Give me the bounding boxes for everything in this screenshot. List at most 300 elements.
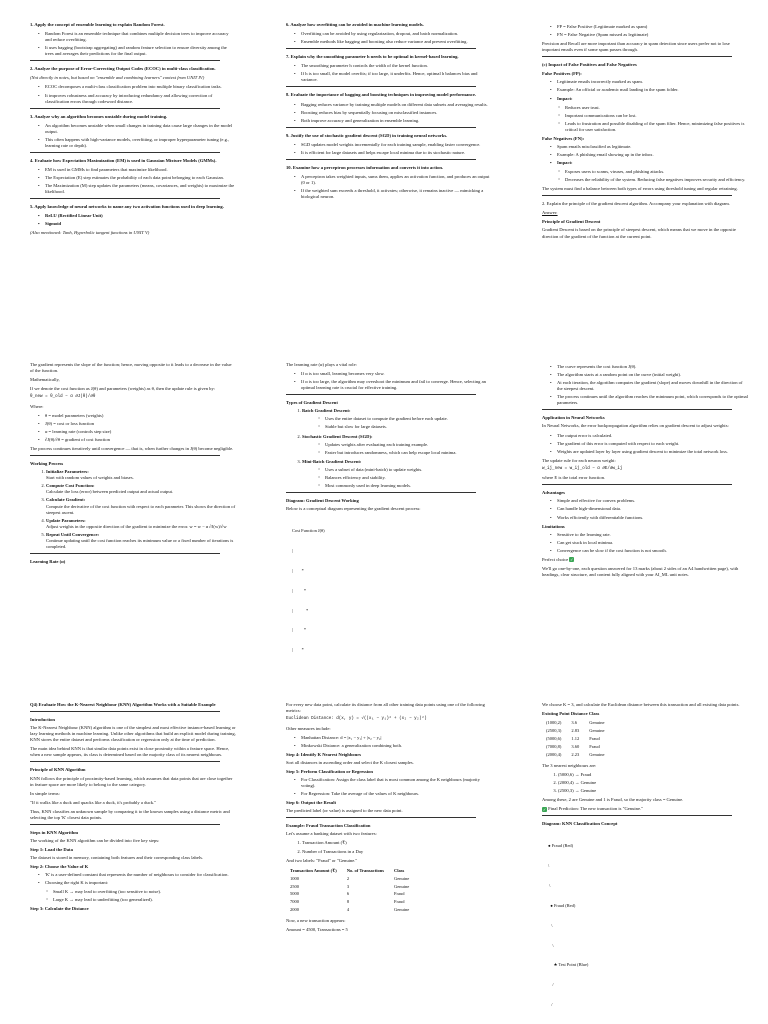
divider (542, 484, 732, 485)
table-row (546, 743, 615, 751)
table-cell: 7000 (290, 899, 299, 905)
question-heading: Q4) Evaluate How the K-Nearest Neighbour (KNN) Algorithm Works with a Suitable Example (30, 702, 216, 707)
list-item: ○ Uses a subset of data (mini-batch) to update weights. (318, 467, 492, 473)
note: (Also mentioned: Tanh, Hyperbolic tangent functions in UNIT V) (30, 230, 150, 236)
list-item: • At each iteration, the algorithm computes the gradient (slope) and moves downhill in the direction of the steepest descent. (550, 380, 748, 392)
section-heading: Learning Rate (α) (30, 558, 66, 564)
diagram-line: | * (292, 587, 307, 593)
list-item: ○ Large K → may lead to underfitting (too generalized). (46, 897, 236, 903)
paragraph: Let's assume a banking dataset with two features: (286, 831, 377, 837)
type-title: Batch Gradient Descent: (302, 408, 351, 414)
list-item: • Legitimate emails incorrectly marked as spam. (550, 79, 748, 85)
paragraph: The update rule for each neuron weight: (542, 457, 616, 463)
step-heading: Step 3: Calculate the Distance (30, 906, 89, 912)
step-heading: Step 4: Identify K Nearest Neighbours (286, 751, 362, 757)
page-1-1 (0, 22, 256, 322)
page-3-2 (256, 702, 512, 1020)
list-item: ○ Small K → may lead to overfitting (too sensitive to noise). (46, 889, 236, 895)
section-heading: Principle of Gradient Descent (542, 219, 601, 225)
paragraph: Sort all distances in ascending order and select the K closest samples. (286, 759, 414, 765)
fp-impact-list (558, 105, 748, 133)
diagram-line: / (548, 1002, 553, 1008)
table-cell: 8 (346, 899, 350, 905)
page-1-3 (512, 22, 768, 322)
section-heading: (c) Impact of False Positives and False Negatives (542, 62, 637, 68)
step-title: Repeat Until Convergence: (46, 531, 100, 537)
limitations-list (550, 532, 748, 554)
list-item: ○ Faster but introduces randomness, which can help escape local minima. (318, 450, 492, 456)
paragraph: Thus, KNN classifies an unknown sample by comparing it to the known samples using a distance metric and selecting the top 'K' closest data points. (30, 808, 230, 820)
final-text: Final Prediction: The new transaction is "Genuine." (548, 806, 644, 812)
question-10-list (294, 174, 492, 200)
list-item (302, 434, 492, 456)
question-4: 4. Evaluate how Expectation Maximization (EM) is used in Gaussian Mixture Models (GMMs). (30, 157, 217, 163)
section-heading: Introduction (30, 717, 55, 723)
list-item (46, 532, 236, 550)
step-desc: Continue updating until the cost function reaches its minimum value or a fixed number of iterations is completed. (46, 537, 234, 549)
divider (30, 198, 220, 199)
question-4-list (38, 167, 236, 195)
question-8-list (294, 102, 492, 124)
explanation-list (550, 364, 748, 406)
table-row (546, 751, 615, 759)
diagram-line: Cost Function J(θ) (292, 528, 325, 534)
table-row (546, 719, 615, 727)
divider (286, 48, 476, 49)
answer-label (542, 210, 748, 216)
where-list (38, 413, 236, 443)
k-list (38, 872, 236, 886)
list-item: ○ Updates weights after evaluating each training example. (318, 442, 492, 448)
check-icon: ✓ (542, 806, 547, 812)
paragraph: where E is the total error function. (542, 475, 606, 481)
diagram-line: \ (548, 922, 553, 928)
page-2-2 (256, 362, 512, 662)
k-sub-list (46, 889, 236, 903)
divider (286, 127, 476, 128)
sub-list (318, 442, 492, 456)
list-item: • If the weighted sum exceeds a threshold, it activates; otherwise, it remains inactive — mimicking a biological neuron. (294, 188, 492, 200)
list-item: ○ Reduces user trust. (558, 105, 748, 111)
list-item: • Convergence can be slow if the cost function is not smooth. (550, 548, 748, 554)
list-item (302, 459, 492, 489)
sub-list (318, 416, 492, 430)
list-item: 3. (2500,3) → Genuine (558, 788, 748, 794)
page-row-1 (0, 22, 768, 322)
list-item (302, 408, 492, 430)
paragraph: In Neural Networks, the error backpropagation algorithm relies on gradient descent to adjust weights: (542, 423, 729, 429)
step-title: Calculate Gradient: (46, 497, 86, 503)
list-item: • Overfitting can be avoided by using regularization, dropout, and batch normalization. (294, 31, 492, 37)
column-header: No. of Transactions (346, 867, 385, 873)
list-item: • Impact: (550, 160, 748, 166)
list-item: ○ Leads to frustration and possible disabling of the spam filter. Hence, minimizing false positives is critical for user satisfaction. (558, 121, 748, 133)
list-item: • ReLU (Rectified Linear Unit) (38, 213, 236, 219)
list-item: • Choosing the right K is important: (38, 880, 236, 886)
nn-list (550, 433, 748, 455)
list-item: • Example: An official or academic mail landing in the spam folder. (550, 87, 748, 93)
answer-label-text: Answer: (542, 210, 558, 216)
table-cell: (1000,2) (546, 720, 562, 726)
list-item: ○ Exposes users to scams, viruses, and phishing attacks. (558, 169, 748, 175)
list-item: • It uses bagging (bootstrap aggregating) and random feature selection to ensure diversity among the trees and averages their predictions for the final output. (38, 45, 236, 57)
diagram-line: | * (292, 567, 304, 573)
table-cell: Genuine (589, 720, 605, 726)
list-item: ○ Decreases the reliability of the system. Reducing false negatives improves security and efficiency. (558, 177, 748, 183)
question-1: 1. Apply the concept of ensemble learning to explain Random Forest. (30, 22, 165, 27)
advantages-list (550, 498, 748, 520)
list-item (46, 483, 236, 495)
list-item: • It improves robustness and accuracy by introducing redundancy and allowing correction of classification errors through codeword distance. (38, 93, 236, 105)
paragraph: The system must find a balance between both types of errors using threshold tuning and regular retraining. (542, 186, 738, 192)
transactions-table (290, 867, 419, 915)
list-item: • Impact: (550, 96, 748, 102)
quote: "If it walks like a duck and quacks like a duck, it's probably a duck." (30, 799, 157, 805)
diagram-line: / (548, 982, 554, 988)
formula: Euclidean Distance: d(x, y) = √((x₁ − y₁)² + (x₂ − y₂)²) (286, 717, 427, 722)
type-title: Mini-Batch Gradient Descent: (302, 458, 362, 464)
list-item: ○ Stable but slow for large datasets. (318, 424, 492, 430)
subheading: False Negatives (FN): (542, 135, 585, 141)
list-item: • Sigmoid (38, 221, 236, 227)
metrics-list (294, 735, 492, 749)
list-item: 2. (2000,4) → Genuine (558, 780, 748, 786)
paragraph: The 3 nearest neighbours are: (542, 762, 597, 768)
question-7: 7. Explain why the smoothing parameter h needs to be optimal in kernel-based learning. (286, 54, 459, 60)
divider (30, 152, 220, 153)
table-cell: Genuine (589, 751, 605, 757)
fn-list (550, 144, 748, 166)
divider (542, 56, 732, 57)
section-heading: Advantages (542, 490, 565, 496)
table-cell: 5000 (290, 891, 299, 897)
list-item: • The gradient of this error is computed with respect to each weight. (550, 441, 748, 447)
paragraph: And two labels: "Fraud" or "Genuine." (286, 857, 358, 863)
paragraph: The gradient represents the slope of the function; hence, moving opposite to it leads to a decrease in the value of the function. (30, 362, 232, 374)
paragraph: KNN follows the principle of proximity-based learning, which assumes that data points that are close together in feature space are more likely to belong to the same category. (30, 775, 233, 787)
step-heading: Step 6: Output the Result (286, 800, 337, 806)
formula: θ_new = θ_old − α ∂J(θ)/∂θ (30, 395, 96, 400)
table-cell: 2 (346, 875, 350, 881)
section-heading: Application in Neural Networks (542, 415, 605, 421)
question-2: 2. Analyze the purpose of Error-Correcting Output Codes (ECOC) in multi-class classification. (30, 66, 216, 72)
diagram-line: | * (292, 647, 304, 653)
question-6-list (294, 31, 492, 45)
divider (30, 761, 220, 762)
list-item: • FN = False Negative (Spam missed as legitimate) (550, 32, 748, 38)
table-cell: 1.12 (571, 736, 580, 741)
list-item: • An algorithm becomes unstable when small changes in training data cause large changes in the model output. (38, 123, 236, 135)
note: (Not directly in notes, but based on "ensemble and combining learners" context from UNIT IV) (30, 75, 205, 81)
list-item: • Spam emails misclassified as legitimate. (550, 144, 748, 150)
step-desc: Compute the derivative of the cost function with respect to each parameter. This shows the direction of steepest ascent. (46, 503, 236, 515)
list-item: ○ Most commonly used in deep learning models. (318, 483, 492, 489)
divider (30, 108, 220, 109)
table-row (290, 898, 419, 906)
table-cell: (5000,6) (546, 736, 562, 741)
diagram-line: ● Fraud (Red) (548, 902, 576, 908)
table-cell: 2.23 (571, 751, 580, 757)
step-desc: Adjust weights in the opposite direction of the gradient to minimize the error. w = w − α ∂J(w)/∂w (46, 523, 227, 529)
divider (286, 86, 476, 87)
paragraph: The learning rate (α) plays a vital role: (286, 362, 357, 367)
paragraph: The process continues iteratively until convergence — that is, when further changes in J(θ) become negligible. (30, 446, 234, 452)
gradient-descent-diagram (292, 515, 492, 662)
list-item: • ECOC decomposes a multi-class classification problem into multiple binary classification tasks. (38, 84, 236, 90)
column-header: Transaction Amount (₹) (290, 867, 337, 873)
lr-list (294, 371, 492, 391)
paragraph: The predicted label (or value) is assigned to the new data point. (286, 808, 403, 814)
list-item: • Boosting reduces bias by sequentially focusing on misclassified instances. (294, 110, 492, 116)
table-cell: 3.60 (571, 743, 580, 749)
step-title: Compute Cost Function: (46, 483, 95, 489)
list-item: • Works efficiently with differentiable functions. (550, 515, 748, 521)
list-item (46, 497, 236, 515)
page-row-2 (0, 362, 768, 662)
list-item: ○ Important communications can be lost. (558, 113, 748, 119)
divider (30, 553, 220, 554)
nearest-list (552, 772, 748, 794)
list-item: • J(θ) = cost or loss function (38, 421, 236, 427)
knn-diagram (548, 830, 748, 1020)
table-cell: Genuine (589, 728, 605, 734)
question-2-list (38, 84, 236, 104)
list-item: • It is efficient for large datasets and helps escape local minima due to its stochastic nature. (294, 150, 492, 156)
list-item: • If α is too small, learning becomes very slow. (294, 371, 492, 377)
paragraph: We'll go one-by-one, each question answered for 13 marks (about 2 sides of an A4 handwritten page), with headings, clear structure, and content fully aligned with your AI_ML unit notes. (542, 565, 739, 577)
list-item: • The Expectation (E) step estimates the probability of each data point belonging to each Gaussian. (38, 175, 236, 181)
divider (286, 492, 476, 493)
list-item: • If h is too small, the model overfits; if too large, it underfits. Hence, optimal h balances bias and variance. (294, 71, 492, 83)
divider (542, 409, 732, 410)
question-6: 6. Analyze how overfitting can be avoided in machine learning models. (286, 22, 424, 27)
list-item: • ∂J(θ)/∂θ = gradient of cost function (38, 437, 236, 443)
list-item: • SGD updates model weights incrementally for each training sample, enabling faster convergence. (294, 142, 492, 148)
question-5: 5. Apply knowledge of neural networks to name any two activation functions used in deep learning. (30, 204, 224, 210)
list-item: • Weights are updated layer by layer using gradient descent to minimize the total network loss. (550, 449, 748, 455)
list-item (46, 518, 236, 530)
question-7-list (294, 63, 492, 83)
list-item: • The output error is calculated. (550, 433, 748, 439)
list-item: • Example: A phishing email showing up in the inbox. (550, 152, 748, 158)
paragraph: Now, a new transaction appears: (286, 918, 346, 924)
step-desc: Calculate the loss (error) between predicted output and actual output. (46, 489, 174, 495)
paragraph: Other measures include: (286, 725, 331, 731)
diagram-line: ● Fraud (Red) (548, 843, 574, 849)
question-10: 10. Examine how a perceptron processes information and converts it into action. (286, 164, 444, 170)
question-5-list (38, 213, 236, 227)
final-prediction (542, 806, 748, 812)
list-item: • A perceptron takes weighted inputs, sums them, applies an activation function, and produces an output (0 or 1). (294, 174, 492, 186)
table-cell: 6 (346, 891, 350, 897)
list-item: • Random Forest is an ensemble technique that combines multiple decision trees to improve accuracy and reduce overfitting. (38, 31, 236, 43)
section-heading: Principle of KNN Algorithm (30, 767, 86, 773)
list-item (46, 469, 236, 481)
list-item: • Simple and effective for convex problems. (550, 498, 748, 504)
subheading: False Positives (FP): (542, 71, 582, 77)
list-item: • The process continues until the algorithm reaches the minimum point, which corresponds to the optimal parameters. (550, 394, 748, 406)
list-item: • This often happens with high-variance models, overfitting, or improper hyperparameter tuning (e.g., learning rate or depth). (38, 137, 236, 149)
list-item: 1. Transaction Amount (₹) (302, 840, 492, 846)
table-row (290, 883, 419, 891)
table-cell: Genuine (394, 875, 410, 881)
question-9: 9. Justify the use of stochastic gradient descent (SGD) in training neural networks. (286, 132, 448, 138)
table-cell: Genuine (394, 907, 410, 913)
table-row (546, 727, 615, 735)
classify-list (294, 777, 492, 797)
list-item: • The algorithm starts at a random point on the curve (initial weight). (550, 372, 748, 378)
list-item: • The curve represents the cost function J(θ). (550, 364, 748, 370)
paragraph: Mathematically, (30, 377, 60, 383)
step-heading: Step 5: Perform Classification or Regression (286, 768, 373, 774)
section-heading: Diagram: KNN Classification Concept (542, 821, 618, 827)
divider (286, 394, 476, 395)
paragraph: For every new data point, calculate its distance from all other training data points using one of the following metrics: (286, 702, 485, 714)
check-icon: ✓ (570, 557, 574, 563)
list-item: • If α is too large, the algorithm may overshoot the minimum and fail to converge. Hence, selecting an optimal learning rate is crucial for effective training. (294, 379, 492, 391)
table-cell: Fraud (394, 899, 405, 905)
list-item: • Can get stuck in local minima. (550, 540, 748, 546)
page-3-1 (0, 702, 256, 1020)
where-label: Where: (30, 403, 44, 409)
divider (30, 824, 220, 825)
step-desc: Start with random values of weights and biases. (46, 475, 134, 481)
list-item: • Sensitive to the learning rate. (550, 532, 748, 538)
list-item: • FP = False Positive (Legitimate marked as spam) (550, 24, 748, 30)
table-row (546, 735, 615, 743)
step-title: Update Parameters: (46, 517, 86, 523)
paragraph: The main idea behind KNN is that similar data points exist in close proximity within a feature space. Hence, when a new sample appears, its class is determined based on the majority class of its nearest neighbours. (30, 746, 230, 758)
table-header-row (290, 867, 419, 875)
table-cell: 2500 (290, 883, 299, 889)
divider (286, 817, 476, 818)
page-3-3 (512, 702, 768, 1020)
page-row-3 (0, 702, 768, 1020)
question-9-list (294, 142, 492, 156)
list-item: ○ Balances efficiency and stability. (318, 475, 492, 481)
table-cell: 3 (346, 883, 350, 889)
list-item: • α = learning rate (controls step size) (38, 429, 236, 435)
diagram-line: | * (292, 627, 307, 633)
closing-text: Perfect choice (542, 556, 569, 562)
diagram-line: \ (548, 883, 551, 889)
diagram-line: | (292, 548, 293, 554)
features-list (296, 840, 492, 854)
list-item: 2. Number of Transactions in a Day (302, 849, 492, 855)
table-caption: Existing Point Distance Class (542, 711, 600, 717)
section-heading: Diagram: Gradient Descent Working (286, 497, 359, 503)
question-prompt: 2. Explain the principle of the gradient descent algorithm. Accompany your explanation with diagram. (542, 201, 731, 207)
list-item: • Both improve accuracy and generalization in ensemble learning. (294, 118, 492, 124)
fn-impact-list (558, 169, 748, 183)
table-cell: (2500,3) (546, 728, 562, 734)
list-item: • For Classification: Assign the class label that is most common among the K neighbours (majority voting). (294, 777, 492, 789)
table-cell: 2.83 (571, 728, 580, 734)
section-heading: Types of Gradient Descent (286, 400, 338, 406)
fp-list (550, 79, 748, 101)
list-item: • The Maximization (M) step updates the parameters (means, covariances, and weights) to maximize the likelihood. (38, 183, 236, 195)
table-cell: 3.6 (571, 720, 577, 726)
paragraph: If we denote the cost function as J(θ) and parameters (weights) as θ, then the update rule is given by: (30, 386, 216, 392)
list-item: • EM is used in GMMs to find parameters that maximize likelihood. (38, 167, 236, 173)
type-title: Stochastic Gradient Descent (SGD): (302, 433, 373, 439)
paragraph: Precision and Recall are more important than accuracy in spam detection since users prefer not to lose important emails even if some spam passes through. (542, 41, 730, 53)
table-row (290, 890, 419, 898)
types-list (296, 408, 492, 489)
divider (30, 60, 220, 61)
list-item: 1. (5000,6) → Fraud (558, 772, 748, 778)
step-heading: Step 1: Load the Data (30, 847, 73, 852)
table-cell: 4 (346, 907, 350, 913)
table-cell: 2000 (290, 907, 299, 913)
divider (542, 195, 732, 196)
page-1-2 (256, 22, 512, 322)
list-item: • θ = model parameters (weights) (38, 413, 236, 419)
paragraph: Gradient Descent is based on the principle of steepest descent, which means that we move in the opposite direction of the gradient of the function at the current point. (542, 227, 736, 239)
step-heading: Step 2: Choose the Value of K (30, 864, 89, 870)
diagram-line: ★ Test Point (Blue) (548, 962, 589, 968)
paragraph: Among these, 2 are Genuine and 1 is Fraud, so the majority class = Genuine. (542, 797, 684, 803)
page-2-3 (512, 362, 768, 662)
question-8: 8. Evaluate the importance of bagging and boosting techniques in improving model performance. (286, 92, 477, 98)
list-item: • 'K' is a user-defined constant that represents the number of neighbours to consider for classification. (38, 872, 236, 878)
formula: w_ij_new = w_ij_old − α ∂E/∂w_ij (542, 466, 623, 471)
distance-table (546, 719, 615, 759)
sub-list (318, 467, 492, 489)
table-cell: Fraud (394, 891, 405, 897)
paragraph: The K-Nearest Neighbour (KNN) algorithm is one of the simplest and most effective instance-based learning or lazy learning methods in machine learning. Unlike other algorithms that build an explicit model during training, KNN stores the entire dataset and performs classification or regression only at the time of prediction. (30, 725, 236, 743)
table-cell: Genuine (394, 883, 410, 889)
list-item: • For Regression: Take the average of the values of K neighbours. (294, 791, 492, 797)
paragraph: The dataset is stored in memory, containing both features and their corresponding class labels. (30, 855, 204, 861)
list-item: ○ Uses the entire dataset to compute the gradient before each update. (318, 416, 492, 422)
step-title: Initialize Parameters: (46, 469, 89, 475)
divider (286, 159, 476, 160)
paragraph: The working of the KNN algorithm can be divided into five key steps: (30, 837, 160, 843)
question-1-list (38, 31, 236, 57)
section-heading: Steps in KNN Algorithm (30, 829, 79, 835)
divider (30, 455, 220, 456)
list-item: • Manhattan Distance: d = |x₁ − y₁| + |x₂ − y₂| (294, 735, 492, 741)
steps-list (40, 469, 236, 550)
list-item: • Ensemble methods like bagging and boosting also reduce variance and prevent overfitting. (294, 39, 492, 45)
column-header: Class (394, 867, 405, 873)
list-item: • Minkowski Distance: a generalization combining both. (294, 743, 492, 749)
section-heading: Working Process (30, 461, 64, 467)
diagram-line: \ (548, 863, 550, 869)
paragraph: We choose K = 3, and calculate the Euclidean distance between this transaction and all existing data points. (542, 702, 740, 707)
section-heading: Limitations (542, 523, 565, 529)
paragraph: Below is a conceptual diagram representing the gradient descent process: (286, 506, 421, 511)
paragraph: Amount = 4500, Transactions = 5 (286, 927, 348, 933)
question-3: 3. Analyze why an algorithm becomes unstable during model training. (30, 113, 168, 119)
metric-list (550, 24, 748, 38)
table-row (290, 875, 419, 883)
table-cell: Fraud (589, 736, 600, 741)
list-item: • The smoothing parameter h controls the width of the kernel function. (294, 63, 492, 69)
question-3-list (38, 123, 236, 149)
divider (30, 711, 220, 712)
list-item: • Bagging reduces variance by training multiple models on different data subsets and averaging results. (294, 102, 492, 108)
diagram-line: | * (292, 607, 309, 613)
section-heading: Example: Fraud Transaction Classification (286, 823, 371, 829)
closing-line (542, 557, 748, 563)
table-cell: Fraud (589, 743, 600, 749)
table-row (290, 906, 419, 914)
paragraph: In simple terms: (30, 790, 60, 796)
table-cell: 1000 (290, 875, 299, 881)
diagram-line: \ (548, 942, 554, 948)
